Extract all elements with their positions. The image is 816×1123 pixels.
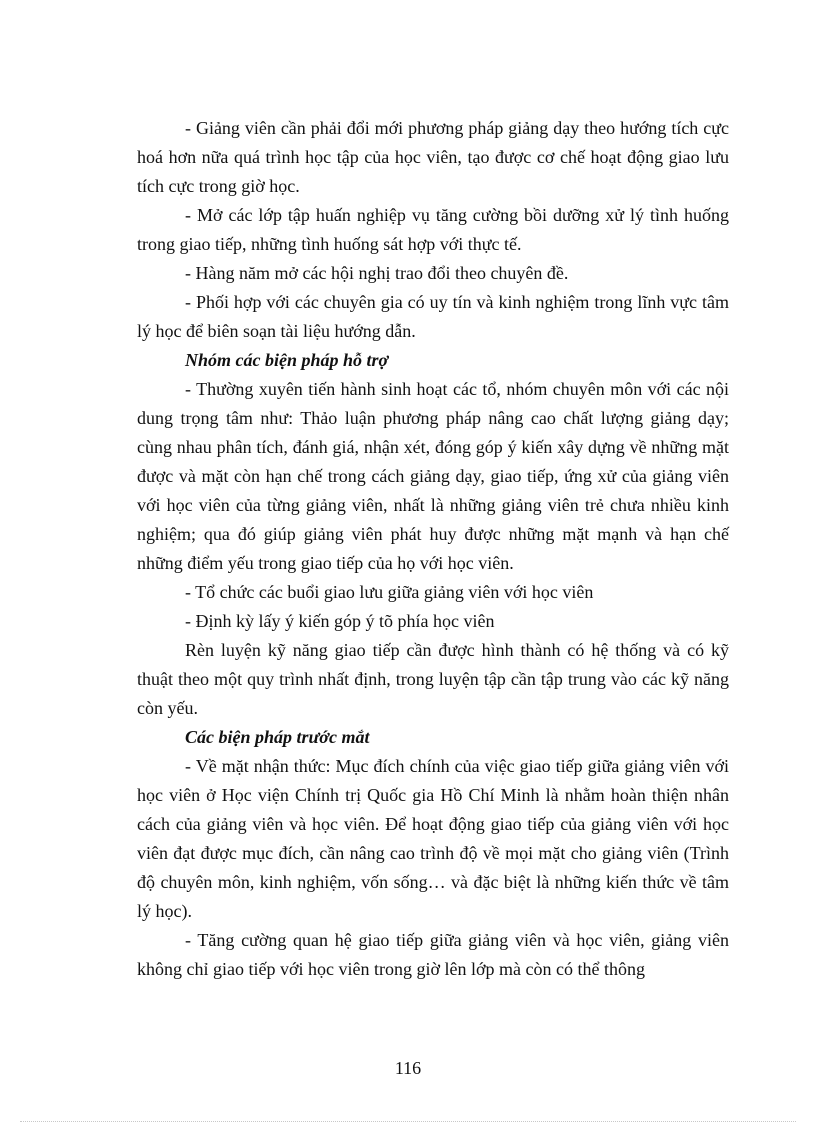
section-heading: Nhóm các biện pháp hỗ trợ — [185, 350, 389, 370]
paragraph: - Tổ chức các buổi giao lưu giữa giảng viên với học viên — [185, 582, 594, 602]
page-bottom-divider — [20, 1121, 796, 1122]
paragraph: - Phối hợp với các chuyên gia có uy tín và kinh nghiệm trong lĩnh vực tâm lý học để biên soạn tài liệu hướng dẫn. — [137, 292, 729, 341]
paragraph: - Mở các lớp tập huấn nghiệp vụ tăng cường bồi dưỡng xử lý tình huống trong giao tiếp, những tình huống sát hợp với thực tế. — [137, 205, 729, 254]
paragraph: - Giảng viên cần phải đổi mới phương pháp giảng dạy theo hướng tích cực hoá hơn nữa quá trình học tập của học viên, tạo được cơ chế hoạt động giao lưu tích cực trong giờ học. — [137, 118, 729, 196]
paragraph: - Định kỳ lấy ý kiến góp ý tõ phía học viên — [185, 611, 495, 631]
paragraph: Rèn luyện kỹ năng giao tiếp cần được hình thành có hệ thống và có kỹ thuật theo một quy trình nhất định, trong luyện tập cần tập trung vào các kỹ năng còn yếu. — [137, 640, 729, 718]
paragraph: - Về mặt nhận thức: Mục đích chính của việc giao tiếp giữa giảng viên với học viên ở Học viện Chính trị Quốc gia Hồ Chí Minh là nhằm hoàn thiện nhân cách của giảng viên và học viên. Để hoạt động giao tiếp của giảng viên với học viên đạt được mục đích, cần nâng cao trình độ về mọi mặt cho giảng viên (Trình độ chuyên môn, kinh nghiệm, vốn sống… và đặc biệt là những kiến thức về tâm lý học). — [137, 756, 729, 921]
paragraph: - Tăng cường quan hệ giao tiếp giữa giảng viên và học viên, giảng viên không chỉ giao tiếp với học viên trong giờ lên lớp mà còn có thể thông — [137, 930, 729, 979]
section-heading: Các biện pháp trước mắt — [185, 727, 370, 747]
body-text — [137, 114, 729, 984]
paragraph: - Hàng năm mở các hội nghị trao đổi theo chuyên đề. — [185, 263, 569, 283]
page-number: 116 — [394, 1058, 422, 1078]
paragraph: - Thường xuyên tiến hành sinh hoạt các tổ, nhóm chuyên môn với các nội dung trọng tâm như: Thảo luận phương pháp nâng cao chất lượng giảng dạy; cùng nhau phân tích, đánh giá, nhận xét, đóng góp ý kiến xây dựng về những mặt được và mặt còn hạn chế trong cách giảng dạy, giao tiếp, ứng xử của giảng viên với học viên của từng giảng viên, nhất là những giảng viên trẻ chưa nhiều kinh nghiệm; qua đó giúp giảng viên phát huy được những mặt mạnh và hạn chế những điểm yếu trong giao tiếp của họ với học viên. — [137, 379, 729, 573]
